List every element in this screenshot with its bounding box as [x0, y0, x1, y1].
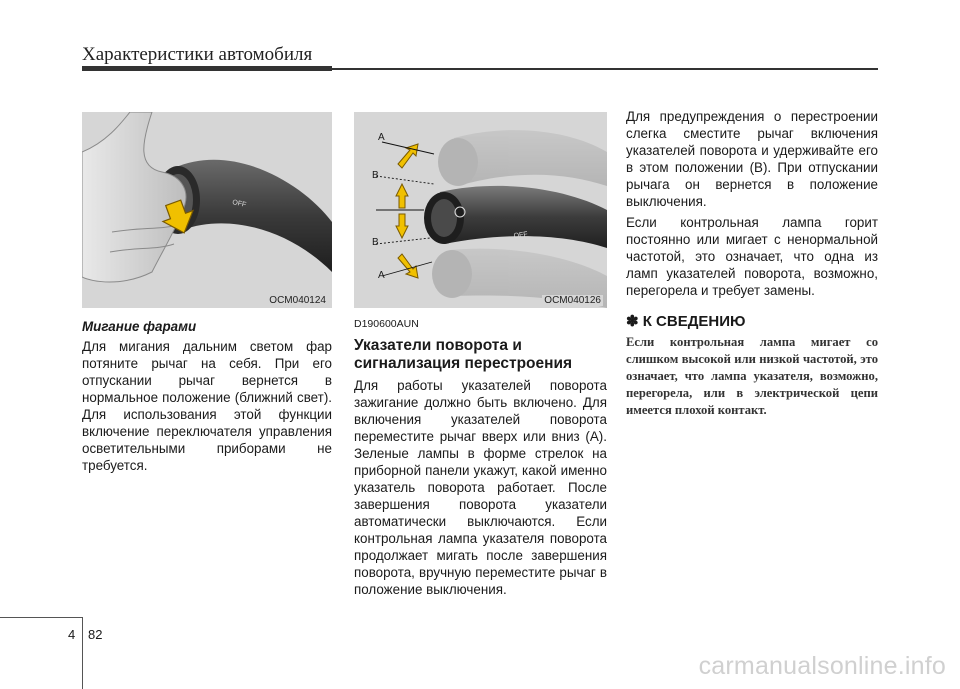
info-body: Если контрольная лампа мигает со слишком высокой или низкой частотой, это означает, что лампа указателя, возможно, перегорела, или в электрической цепи имеется плохой контакт.	[626, 335, 878, 417]
watermark: carmanualsonline.info	[698, 652, 946, 680]
figure-code: OCM040124	[269, 295, 326, 306]
paragraph: Для мигания дальним светом фар потяните рычаг на себя. При его отпускании рычаг вернется в нормальное положение (ближний свет). Для использования этой функции включение переключателя управления осветительными приборами не требуется.	[82, 339, 332, 473]
column-lane-change-text	[626, 108, 878, 419]
footer-section-number: 4	[68, 627, 76, 642]
section-heading: Указатели поворота и сигнализация перестроения	[354, 337, 573, 372]
column-turn-signal-text	[354, 316, 607, 600]
footer-vertical-rule	[82, 617, 83, 689]
footer-page-number: 82	[88, 627, 103, 642]
footer-rule	[0, 617, 82, 618]
label-a-top: A	[378, 132, 385, 143]
figure-flash-lever	[82, 112, 332, 308]
label-b-bottom: B	[372, 237, 379, 248]
svg-text:OFF: OFF	[231, 199, 247, 209]
header-rule-thick	[82, 66, 332, 71]
figure-turn-signal-lever	[354, 112, 607, 308]
header-rule-thin	[332, 68, 878, 70]
flash-lever-illustration	[82, 112, 332, 308]
turn-signal-illustration	[354, 112, 607, 308]
svg-text:OFF: OFF	[513, 231, 529, 240]
paragraph: Если контрольная лампа горит постоянно или мигает с ненормальной частотой, это означает, что одна из ламп указателей поворота, возможно, перегорела и требует замены.	[626, 215, 878, 298]
figure-code: OCM040126	[544, 295, 601, 306]
label-b-top: B	[372, 170, 379, 181]
paragraph: Для работы указателей поворота зажигание должно быть включено. Для включения указателей поворота переместите рычаг вверх или вниз (A). Зеленые лампы в форме стрелок на приборной панели укажут, какой именно указатель поворота работает. После завершения поворота указатели автоматически выключаются. Если контрольная лампа указателя поворота продолжает мигать после завершения поворота, вручную переместите рычаг в положение выключения.	[354, 378, 607, 597]
subheading-flash: Мигание фарами	[82, 319, 197, 334]
section-code: D190600AUN	[354, 318, 419, 330]
paragraph: Для предупреждения о перестроении слегка сместите рычаг включения указателей поворота и удерживайте его в этом положении (B). При отпускании рычага он вернется в положение выключения.	[626, 109, 878, 209]
label-a-bottom: A	[378, 270, 385, 281]
page-header-title: Характеристики автомобиля	[82, 44, 313, 65]
column-flash-text	[82, 318, 332, 476]
info-heading: ✽ К СВЕДЕНИЮ	[626, 313, 746, 330]
